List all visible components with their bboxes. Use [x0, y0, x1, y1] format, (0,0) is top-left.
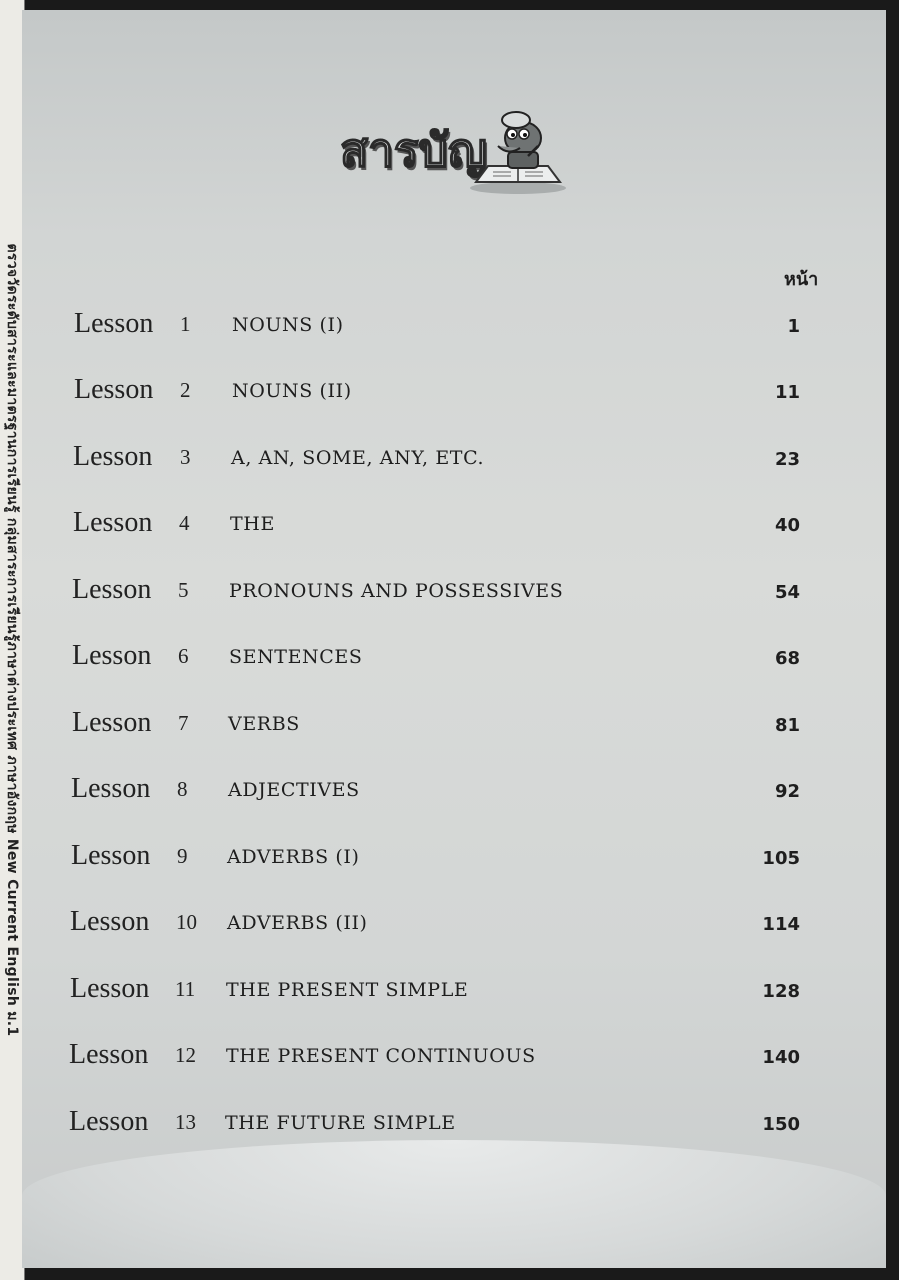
- lesson-title: THE PRESENT SIMPLE: [226, 979, 469, 1001]
- page-title: สารบัญ: [340, 123, 488, 177]
- mascot-reading-icon: [468, 98, 568, 198]
- lesson-number: 5: [178, 578, 189, 602]
- lesson-word: Lesson: [72, 640, 152, 671]
- lesson-word: Lesson: [72, 707, 152, 738]
- toc-entry[interactable]: [22, 308, 886, 348]
- lesson-number: 8: [177, 777, 188, 801]
- lesson-title: VERBS: [228, 713, 300, 735]
- toc-entry[interactable]: [22, 840, 886, 880]
- lesson-number: 13: [175, 1110, 196, 1134]
- lesson-page-number: 128: [762, 981, 800, 1002]
- lesson-number: 6: [178, 644, 189, 668]
- lesson-word: Lesson: [72, 574, 152, 605]
- lesson-word: Lesson: [73, 441, 153, 472]
- lesson-number: 4: [179, 511, 190, 535]
- lesson-page-number: 54: [774, 582, 800, 603]
- lesson-title: SENTENCES: [229, 646, 363, 668]
- lesson-title: NOUNS (I): [232, 314, 344, 336]
- lesson-number: 11: [175, 977, 196, 1001]
- lesson-number: 10: [176, 910, 197, 934]
- lesson-title: ADJECTIVES: [228, 779, 360, 801]
- lesson-page-number: 68: [774, 648, 800, 669]
- lesson-page-number: 11: [774, 382, 800, 403]
- lesson-word: Lesson: [71, 840, 151, 871]
- toc-entry[interactable]: [22, 574, 886, 614]
- lesson-word: Lesson: [70, 906, 150, 937]
- toc-entry[interactable]: [22, 374, 886, 414]
- toc-entry[interactable]: [22, 973, 886, 1013]
- toc-entry[interactable]: [22, 441, 886, 481]
- lesson-title: ADVERBS (II): [227, 912, 368, 934]
- lesson-word: Lesson: [69, 1106, 149, 1137]
- lesson-word: Lesson: [70, 973, 150, 1004]
- lesson-page-number: 23: [774, 449, 800, 470]
- page-column-label: หน้า: [784, 269, 819, 290]
- lesson-page-number: 114: [762, 914, 800, 935]
- lesson-title: NOUNS (II): [232, 380, 352, 402]
- lesson-word: Lesson: [69, 1039, 149, 1070]
- lesson-number: 12: [175, 1043, 196, 1067]
- lesson-page-number: 1: [787, 316, 800, 337]
- lesson-title: ADVERBS (I): [227, 846, 360, 868]
- lesson-page-number: 105: [762, 848, 800, 869]
- lesson-number: 7: [178, 711, 189, 735]
- spine-text: ตรวจวัดระดับสาระและมาตรฐานการเรียนรู้ กลุ่มสาระการเรียนรู้ภาษาต่างประเทศ ภาษาอังกฤษ New Current English ม.1: [4, 243, 20, 1037]
- lesson-page-number: 81: [774, 715, 800, 736]
- lesson-page-number: 140: [762, 1047, 800, 1068]
- lesson-word: Lesson: [71, 773, 151, 804]
- lesson-word: Lesson: [74, 374, 154, 405]
- lesson-number: 3: [180, 445, 191, 469]
- lesson-number: 1: [180, 312, 191, 336]
- lesson-number: 2: [180, 378, 191, 402]
- toc-entry[interactable]: [22, 906, 886, 946]
- lesson-title: THE: [230, 513, 275, 535]
- toc-entry[interactable]: [22, 707, 886, 747]
- title-banner: [340, 98, 570, 208]
- toc-entry[interactable]: [22, 640, 886, 680]
- lesson-title: A, AN, SOME, ANY, ETC.: [231, 447, 485, 469]
- toc-entry[interactable]: [22, 1039, 886, 1079]
- lesson-page-number: 150: [762, 1114, 800, 1135]
- toc-entry[interactable]: [22, 1106, 886, 1146]
- lesson-title: THE PRESENT CONTINUOUS: [226, 1045, 536, 1067]
- lesson-page-number: 92: [774, 781, 800, 802]
- toc-entry[interactable]: [22, 507, 886, 547]
- lesson-title: PRONOUNS AND POSSESSIVES: [229, 580, 564, 602]
- lesson-word: Lesson: [74, 308, 154, 339]
- toc-entry[interactable]: [22, 773, 886, 813]
- lesson-number: 9: [177, 844, 188, 868]
- lesson-title: THE FUTURE SIMPLE: [225, 1112, 456, 1134]
- toc-page: [22, 10, 886, 1268]
- lesson-page-number: 40: [774, 515, 800, 536]
- lesson-word: Lesson: [73, 507, 153, 538]
